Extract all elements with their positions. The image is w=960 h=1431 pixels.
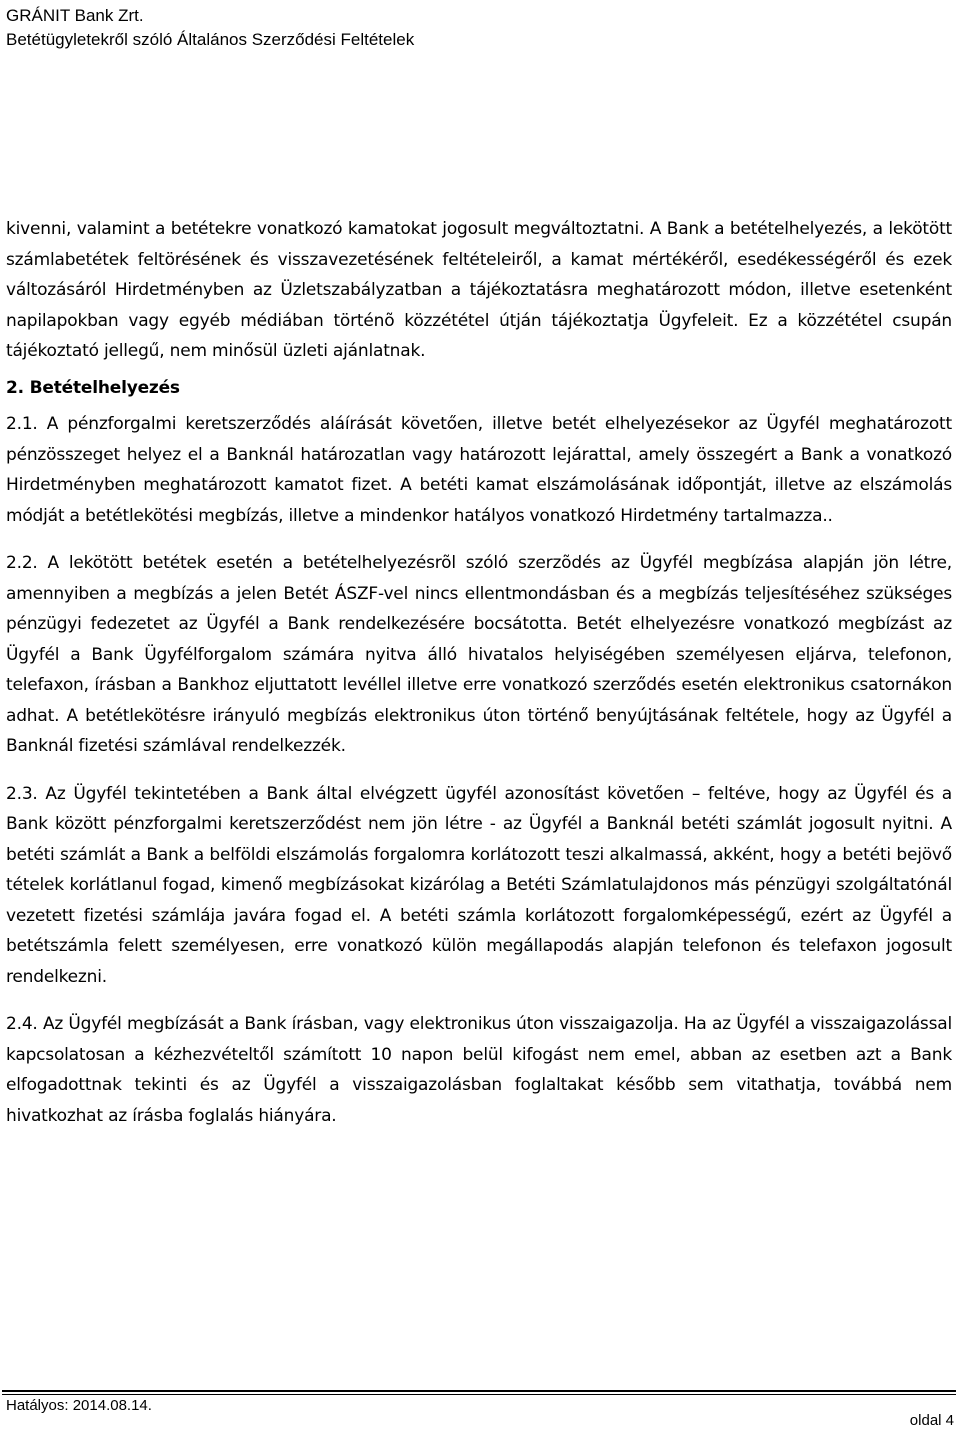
footer-page-number: oldal 4 [909, 1412, 954, 1429]
paragraph-2-1: 2.1. A pénzforgalmi keretszerződés aláírását követően, illetve betét elhelyezésekor az Ügyfél meghatározott pénzösszeget helyez el a Banknál határozatlan vagy határozott lejárattal, amely összegért a Bank a vonatkozó Hirdetményben meghatározott kamatot fizet. A betéti kamat elszámolásának időpontját, illetve az elszámolás módját a betétlekötési megbízás, illetve a mindenkor hatályos vonatkozó Hirdetmény tartalmazza.. [6, 414, 952, 526]
header-document-title: Betétügyletekről szóló Általános Szerződési Feltételek [6, 30, 415, 49]
paragraph-2-3: 2.3. Az Ügyfél tekintetében a Bank által elvégzett ügyfél azonosítást követően – feltéve, hogy az Ügyfél és a Bank között pénzforgalmi keretszerződést nem jön létre - az Ügyfél a Banknál betéti számlát jogosult nyitni. A betéti számlát a Bank a belföldi elszámolás forgalomra korlátozott teszi alkalmassá, akként, hogy a betéti bejövő tételek korlátlanul fogad, kimenő megbízásokat kizárólag a Betéti Számlatulajdonos más pénzügyi szolgáltatónál vezetett fizetési számlája javára fogad el. A betéti számla korlátozott forgalomképességű, ezért az Ügyfél a betétszámla felett személyesen, erre vonatkozó külön megállapodás alapján telefonon és telefaxon jogosult rendelkezni. [6, 783, 952, 987]
header-bank-name: GRÁNIT Bank Zrt. [6, 6, 144, 25]
footer-divider [2, 1390, 956, 1392]
paragraph-2-4: 2.4. Az Ügyfél megbízását a Bank írásban, vagy elektronikus úton visszaigazolja. Ha az Ügyfél a visszaigazolással kapcsolatosan a kézhezvételtől számított 10 napon belül kifogást nem emel, abban az esetben azt a Bank elfogadottnak tekinti és az Ügyfél a visszaigazolásban foglaltakat később sem vitathatja, továbbá nem hivatkozhat az írásba foglalás hiányára. [6, 1014, 952, 1126]
page-header [6, 4, 414, 52]
footer-effective-date: Hatályos: 2014.08.14. [6, 1397, 152, 1414]
paragraph-intro: kivenni, valamint a betétekre vonatkozó kamatokat jogosult megváltoztatni. A Bank a betételhelyezés, a lekötött számlabetétek feltörésének és visszavezetésének feltételeiről, a kamat mértékéről, esedékességéről és ezek változásáról Hirdetményben az Üzletszabályzatban a tájékoztatásra meghatározott módon, illetve esetenként napilapokban vagy egyéb médiában történõ közzététel útján tájékoztatja Ügyfeleit. Ez a közzététel csupán tájékoztató jellegű, nem minősül üzleti ajánlatnak. [6, 219, 952, 361]
section-heading: 2. Betételhelyezés [6, 377, 180, 398]
document-body [6, 214, 952, 1131]
paragraph-2-2: 2.2. A lekötött betétek esetén a betételhelyezésrõl szóló szerzõdés az Ügyfél megbízása alapján jön létre, amennyiben a megbízás a jelen Betét ÁSZF-vel nincs ellentmondásban és a megbízás teljesítéséhez szükséges pénzügyi fedezetet az Ügyfél a Bank rendelkezésére bocsátotta. Betét elhelyezésre vonatkozó megbízást az Ügyfél a Bank Ügyfélforgalom számára nyitva álló hivatalos helyiségében személyesen eljárva, telefonon, telefaxon, írásban a Bankhoz eljuttatott levéllel illetve erre vonatkozó szerződés esetén elektronikus csatornákon adhat. A betétlekötésre irányuló megbízás elektronikus úton történő benyújtásának feltétele, hogy az Ügyfél a Banknál fizetési számlával rendelkezzék. [6, 553, 952, 756]
